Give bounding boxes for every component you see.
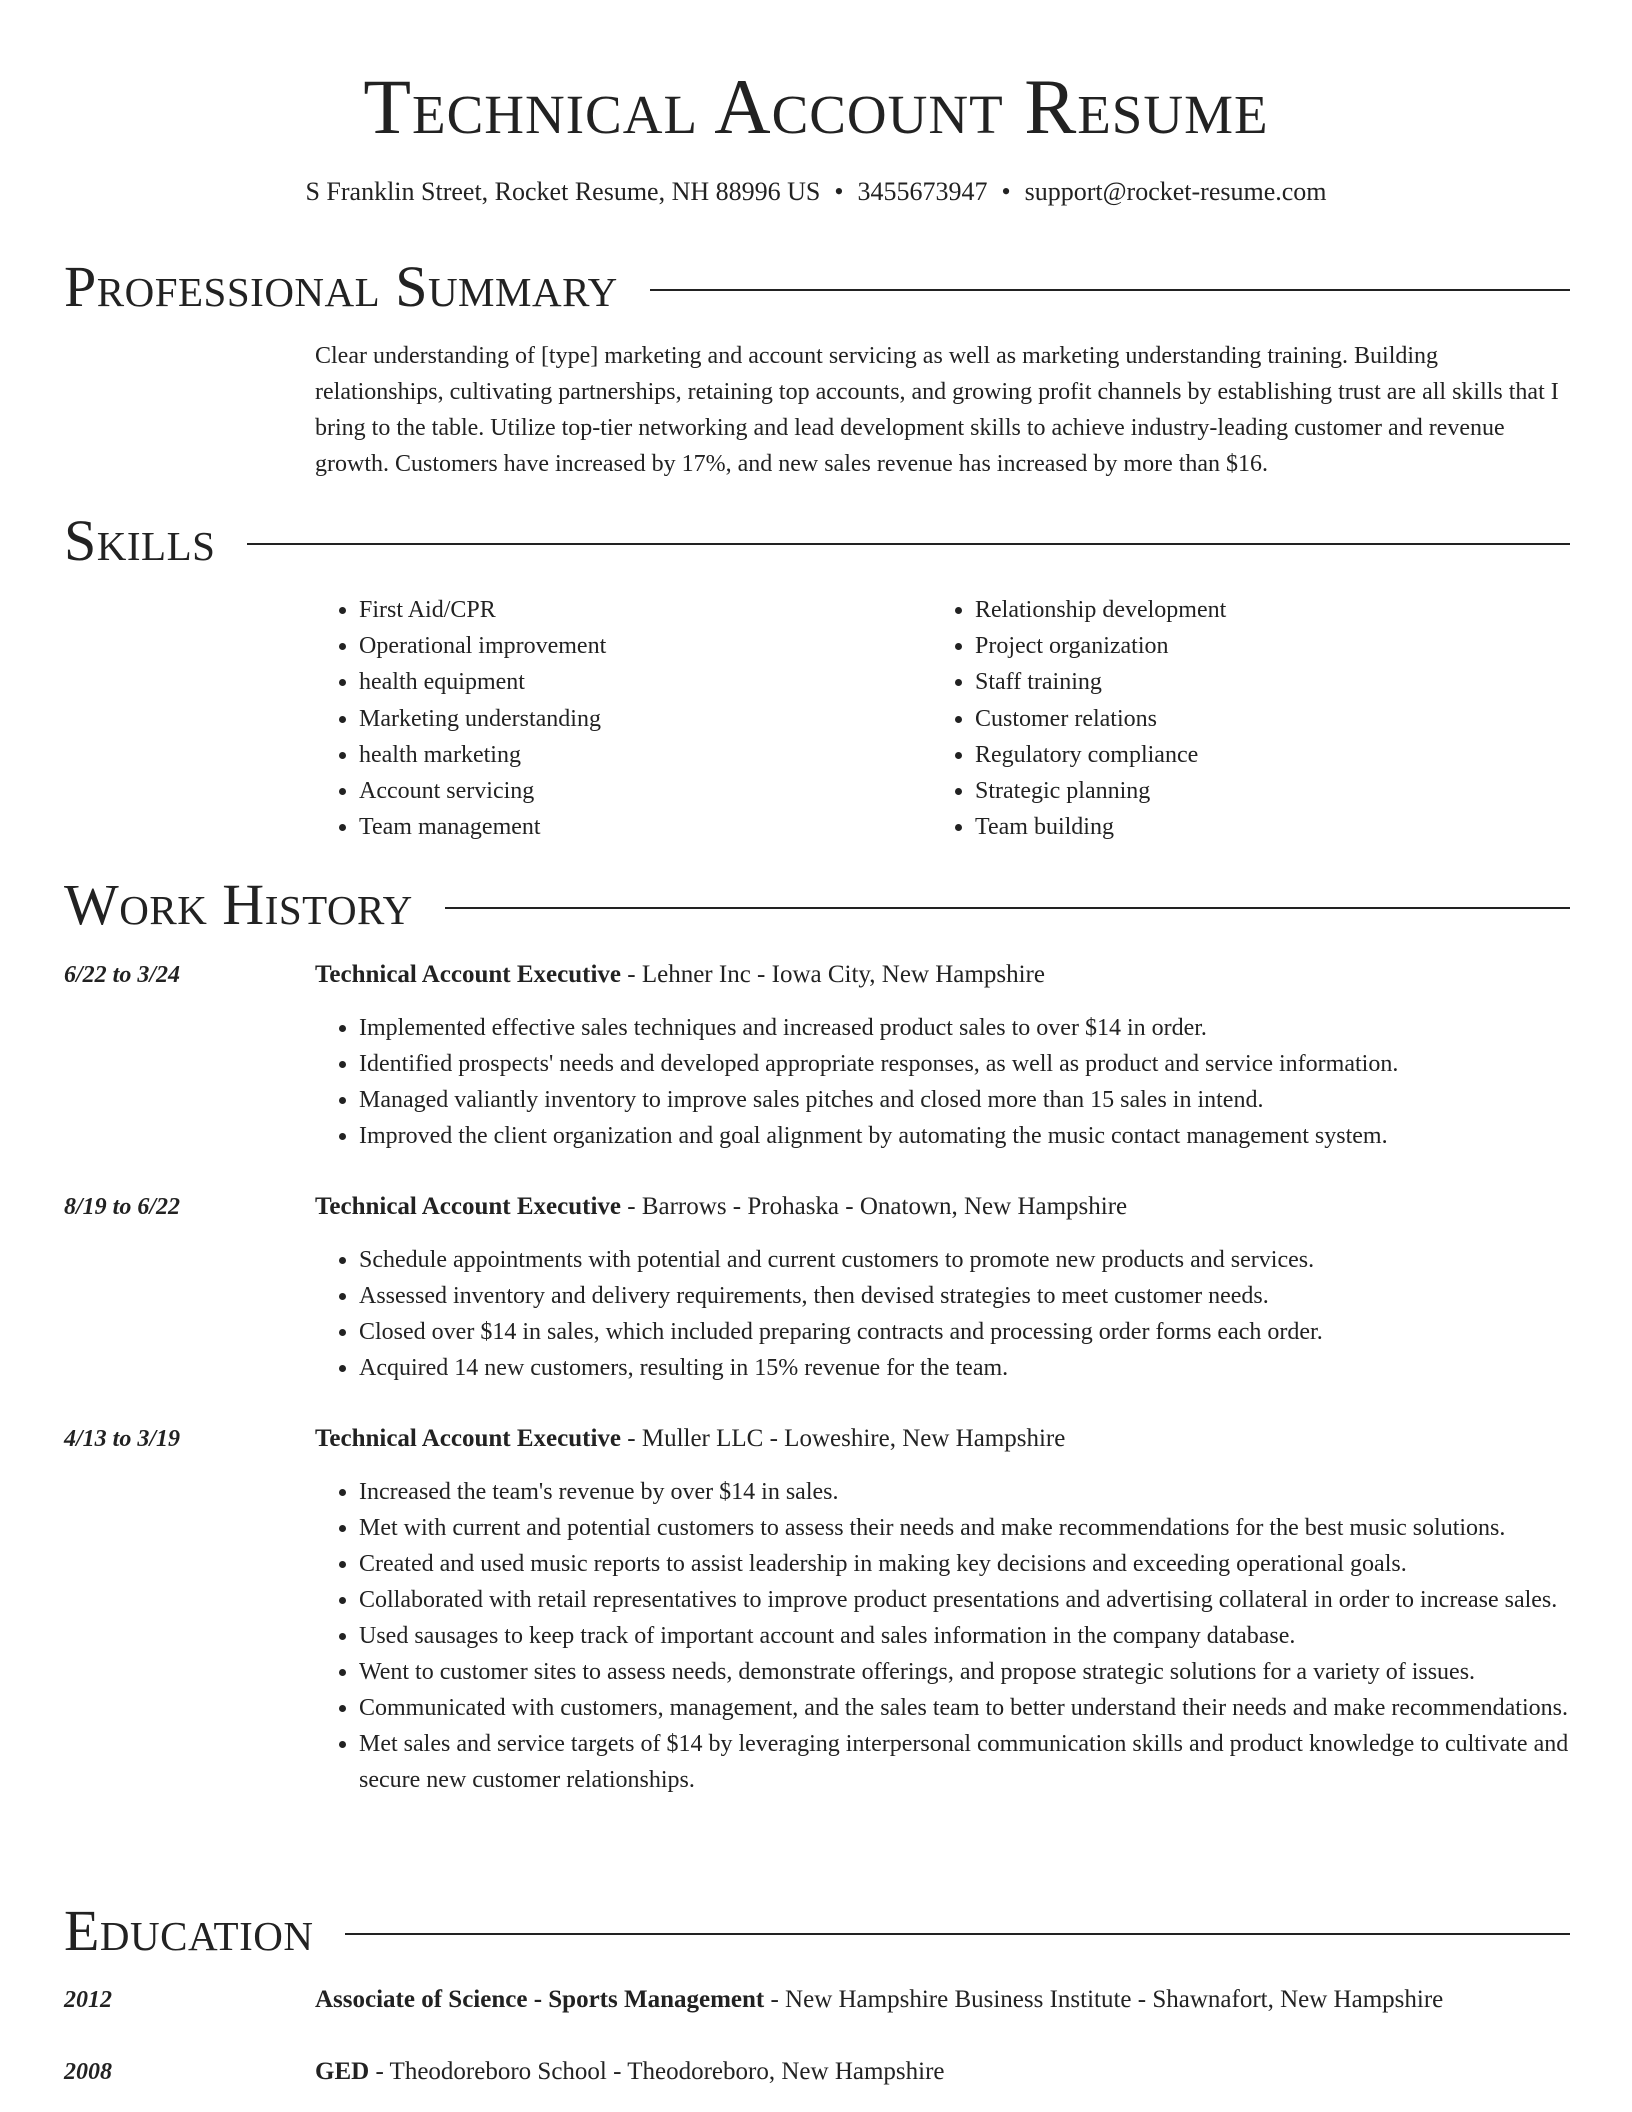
job-title: Technical Account Executive bbox=[315, 1193, 622, 1220]
section-title: Education bbox=[64, 1898, 314, 1963]
contact-email: support@rocket-resume.com bbox=[1024, 177, 1327, 206]
job-bullet: • Managed valiantly inventory to improve sales pitches and closed more than 15 sales in intend. bbox=[359, 1082, 1570, 1118]
section-header-skills bbox=[64, 508, 1570, 574]
job-heading bbox=[315, 1189, 1570, 1225]
job-bullet: • Increased the team's revenue by over $14 in sales. bbox=[359, 1474, 1570, 1510]
resume-title: Technical Account Resume bbox=[363, 63, 1269, 150]
section-divider bbox=[247, 543, 1570, 545]
skill-item: • First Aid/CPR bbox=[359, 592, 931, 628]
job-bullet: • Used sausages to keep track of important account and sales information in the company database. bbox=[359, 1618, 1570, 1654]
contact-separator: • bbox=[1001, 177, 1011, 206]
education-school-location: - New Hampshire Business Institute - Shawnafort, New Hampshire bbox=[764, 1986, 1444, 2013]
skill-item: • Team management bbox=[359, 809, 931, 845]
section-divider bbox=[650, 289, 1570, 291]
job-bullet: • Closed over $14 in sales, which included preparing contracts and processing order forms each order. bbox=[359, 1314, 1570, 1350]
section-header-summary bbox=[64, 254, 1570, 320]
job-title: Technical Account Executive bbox=[315, 1425, 622, 1452]
job-bullet: • Improved the client organization and goal alignment by automating the music contact management system. bbox=[359, 1118, 1570, 1154]
education-entry bbox=[315, 2054, 1570, 2090]
section-divider bbox=[445, 907, 1570, 909]
job-company-location: - Barrows - Prohaska - Onatown, New Hampshire bbox=[621, 1193, 1128, 1220]
contact-address: S Franklin Street, Rocket Resume, NH 88996 US bbox=[305, 177, 821, 206]
job-dates: 8/19 to 6/22 bbox=[64, 1194, 181, 1220]
job-bullet-list bbox=[315, 1474, 1570, 1798]
skills-list bbox=[315, 592, 1570, 845]
skill-item: • health marketing bbox=[359, 737, 931, 773]
job-bullet: • Identified prospects' needs and developed appropriate responses, as well as product and service information. bbox=[359, 1046, 1570, 1082]
summary-text: Clear understanding of [type] marketing and account servicing as well as marketing understanding training. Building relationships, cultivating partnerships, retaining top accounts, and growing profit channels by establishing trust are all skills that I bring to the table. Utilize top-tier networking and lead development skills to achieve industry-leading customer and revenue growth. Customers have increased by 17%, and new sales revenue has increased by more than $16. bbox=[315, 343, 1559, 477]
skill-item: • Marketing understanding bbox=[359, 701, 931, 737]
skill-item: • health equipment bbox=[359, 664, 931, 700]
job-title: Technical Account Executive bbox=[315, 961, 622, 988]
skill-item: • Strategic planning bbox=[975, 773, 1226, 809]
education-entry bbox=[315, 1982, 1570, 2018]
job-bullet-list bbox=[315, 1242, 1570, 1386]
job-bullet: • Went to customer sites to assess needs, demonstrate offerings, and propose strategic solutions for a variety of issues. bbox=[359, 1654, 1570, 1690]
job-company-location: - Lehner Inc - Iowa City, New Hampshire bbox=[621, 961, 1045, 988]
job-heading bbox=[315, 1421, 1570, 1457]
job-bullet: • Implemented effective sales techniques and increased product sales to over $14 in order. bbox=[359, 1010, 1570, 1046]
section-title: Skills bbox=[64, 508, 216, 573]
skill-item: • Account servicing bbox=[359, 773, 931, 809]
education-degree: Associate of Science - Sports Management bbox=[315, 1986, 765, 2013]
job-dates: 6/22 to 3/24 bbox=[64, 962, 181, 988]
skill-item: • Team building bbox=[975, 809, 1226, 845]
job-bullet-list bbox=[315, 1010, 1570, 1154]
skill-item: • Regulatory compliance bbox=[975, 737, 1226, 773]
section-divider bbox=[345, 1933, 1570, 1935]
job-bullet: • Met with current and potential customers to assess their needs and make recommendations for the best music solutions. bbox=[359, 1510, 1570, 1546]
skills-column bbox=[931, 592, 1226, 845]
section-header-work bbox=[64, 872, 1570, 938]
skill-item: • Project organization bbox=[975, 628, 1226, 664]
job-bullet: • Schedule appointments with potential and current customers to promote new products and services. bbox=[359, 1242, 1570, 1278]
section-header-education bbox=[64, 1898, 1570, 1964]
job-bullet: • Communicated with customers, management, and the sales team to better understand their needs and make recommendations. bbox=[359, 1690, 1570, 1726]
skill-item: • Customer relations bbox=[975, 701, 1226, 737]
job-bullet: • Created and used music reports to assist leadership in making key decisions and exceeding operational goals. bbox=[359, 1546, 1570, 1582]
education-degree: GED bbox=[315, 2058, 370, 2085]
skill-item: • Staff training bbox=[975, 664, 1226, 700]
education-school-location: - Theodoreboro School - Theodoreboro, New Hampshire bbox=[369, 2058, 945, 2085]
job-dates: 4/13 to 3/19 bbox=[64, 1426, 181, 1452]
job-bullet: • Assessed inventory and delivery requirements, then devised strategies to meet customer needs. bbox=[359, 1278, 1570, 1314]
contact-phone: 3455673947 bbox=[857, 177, 988, 206]
education-year: 2012 bbox=[64, 1987, 112, 2013]
education-year: 2008 bbox=[64, 2059, 112, 2085]
section-title: Work History bbox=[64, 872, 413, 937]
job-bullet: • Met sales and service targets of $14 by leveraging interpersonal communication skills and product knowledge to cultivate and secure new customer relationships. bbox=[359, 1726, 1570, 1798]
job-bullet: • Acquired 14 new customers, resulting in 15% revenue for the team. bbox=[359, 1350, 1570, 1386]
section-title: Professional Summary bbox=[64, 254, 618, 319]
skill-item: • Relationship development bbox=[975, 592, 1226, 628]
job-bullet: • Collaborated with retail representatives to improve product presentations and advertising collateral in order to increase sales. bbox=[359, 1582, 1570, 1618]
job-company-location: - Muller LLC - Loweshire, New Hampshire bbox=[621, 1425, 1066, 1452]
contact-separator: • bbox=[834, 177, 844, 206]
skill-item: • Operational improvement bbox=[359, 628, 931, 664]
job-heading bbox=[315, 957, 1570, 993]
contact-line bbox=[0, 176, 1632, 208]
skills-column bbox=[315, 592, 931, 845]
